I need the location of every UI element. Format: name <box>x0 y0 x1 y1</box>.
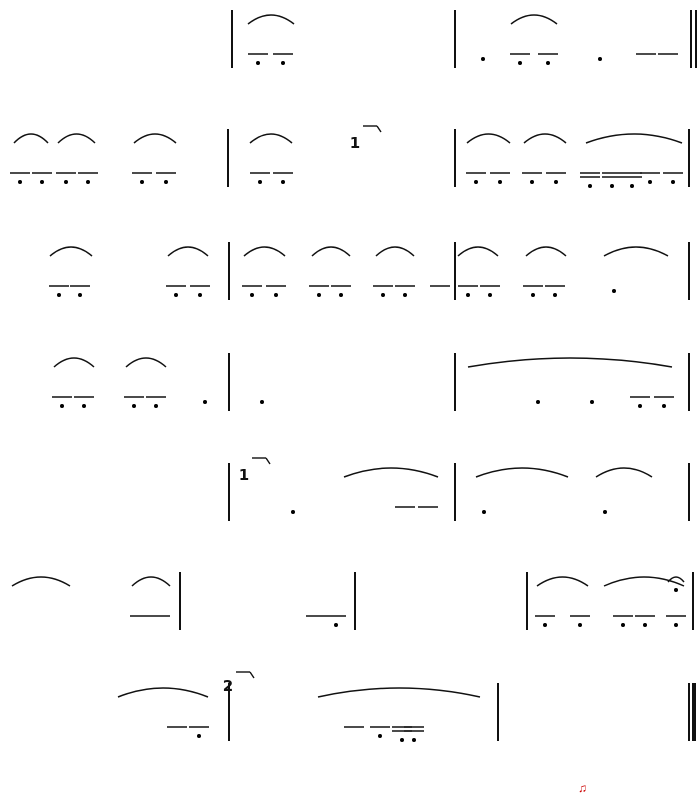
slur-arc <box>50 247 92 256</box>
slur-arc <box>468 358 672 367</box>
octave-dot <box>488 293 492 297</box>
slur-arc <box>344 468 438 477</box>
octave-dot <box>78 293 82 297</box>
octave-dot <box>630 184 634 188</box>
octave-dot <box>474 180 478 184</box>
slur-arc <box>168 247 208 256</box>
slur-arc <box>318 688 480 697</box>
octave-dot <box>64 180 68 184</box>
slur-arc <box>596 468 652 477</box>
octave-dot <box>546 61 550 65</box>
slur-arc <box>12 577 70 586</box>
octave-dot <box>638 404 642 408</box>
octave-dot <box>610 184 614 188</box>
slur-arc <box>312 247 350 256</box>
octave-dot <box>621 623 625 627</box>
octave-dot <box>530 180 534 184</box>
octave-dot <box>274 293 278 297</box>
octave-dot <box>82 404 86 408</box>
octave-dot <box>598 57 602 61</box>
slur-arc <box>526 247 566 256</box>
octave-dot <box>256 61 260 65</box>
volta-hook <box>266 458 270 464</box>
slur-arc <box>250 134 292 143</box>
slur-arc <box>14 134 48 143</box>
octave-dot <box>132 404 136 408</box>
octave-dot <box>381 293 385 297</box>
octave-dot <box>334 623 338 627</box>
slur-arc <box>134 134 176 143</box>
octave-dot <box>612 289 616 293</box>
octave-dot <box>671 180 675 184</box>
octave-dot <box>578 623 582 627</box>
volta-mark: 1 <box>238 466 250 484</box>
slur-arc <box>376 247 414 256</box>
octave-dot <box>86 180 90 184</box>
slur-arc <box>132 577 170 586</box>
octave-dot <box>674 588 678 592</box>
octave-dot <box>164 180 168 184</box>
slur-arc <box>244 247 285 256</box>
slur-arc <box>118 688 208 697</box>
octave-dot <box>140 180 144 184</box>
octave-dot <box>57 293 61 297</box>
slur-arc <box>58 134 95 143</box>
octave-dot <box>588 184 592 188</box>
octave-dot <box>258 180 262 184</box>
slur-arc <box>54 358 94 367</box>
octave-dot <box>662 404 666 408</box>
octave-dot <box>40 180 44 184</box>
octave-dot <box>590 400 594 404</box>
slur-arc <box>604 247 668 256</box>
octave-dot <box>378 734 382 738</box>
octave-dot <box>554 180 558 184</box>
guitar-logo-icon: ♫ <box>578 781 587 795</box>
octave-dot <box>403 293 407 297</box>
octave-dot <box>260 400 264 404</box>
octave-dot <box>531 293 535 297</box>
octave-dot <box>60 404 64 408</box>
octave-dot <box>536 400 540 404</box>
octave-dot <box>466 293 470 297</box>
octave-dot <box>648 180 652 184</box>
octave-dot <box>339 293 343 297</box>
octave-dot <box>174 293 178 297</box>
octave-dot <box>482 510 486 514</box>
slur-arc <box>476 468 568 477</box>
slur-arc <box>511 15 557 24</box>
octave-dot <box>281 180 285 184</box>
slur-arc <box>467 134 510 143</box>
octave-dot <box>250 293 254 297</box>
octave-dot <box>197 734 201 738</box>
volta-mark: 2 <box>222 677 234 695</box>
octave-dot <box>18 180 22 184</box>
octave-dot <box>481 57 485 61</box>
octave-dot <box>400 738 404 742</box>
slur-arc <box>126 358 166 367</box>
octave-dot <box>643 623 647 627</box>
slur-arc <box>524 134 566 143</box>
volta-hook <box>377 126 381 132</box>
slur-arc <box>537 577 588 586</box>
octave-dot <box>553 293 557 297</box>
octave-dot <box>291 510 295 514</box>
octave-dot <box>603 510 607 514</box>
slur-arc <box>586 134 682 143</box>
octave-dot <box>198 293 202 297</box>
slur-arc <box>248 15 294 24</box>
volta-hook <box>250 672 254 678</box>
octave-dot <box>154 404 158 408</box>
octave-dot <box>317 293 321 297</box>
octave-dot <box>281 61 285 65</box>
volta-mark: 1 <box>349 134 361 152</box>
octave-dot <box>543 623 547 627</box>
octave-dot <box>412 738 416 742</box>
octave-dot <box>518 61 522 65</box>
octave-dot <box>203 400 207 404</box>
slur-arc <box>458 247 498 256</box>
octave-dot <box>498 180 502 184</box>
octave-dot <box>674 623 678 627</box>
